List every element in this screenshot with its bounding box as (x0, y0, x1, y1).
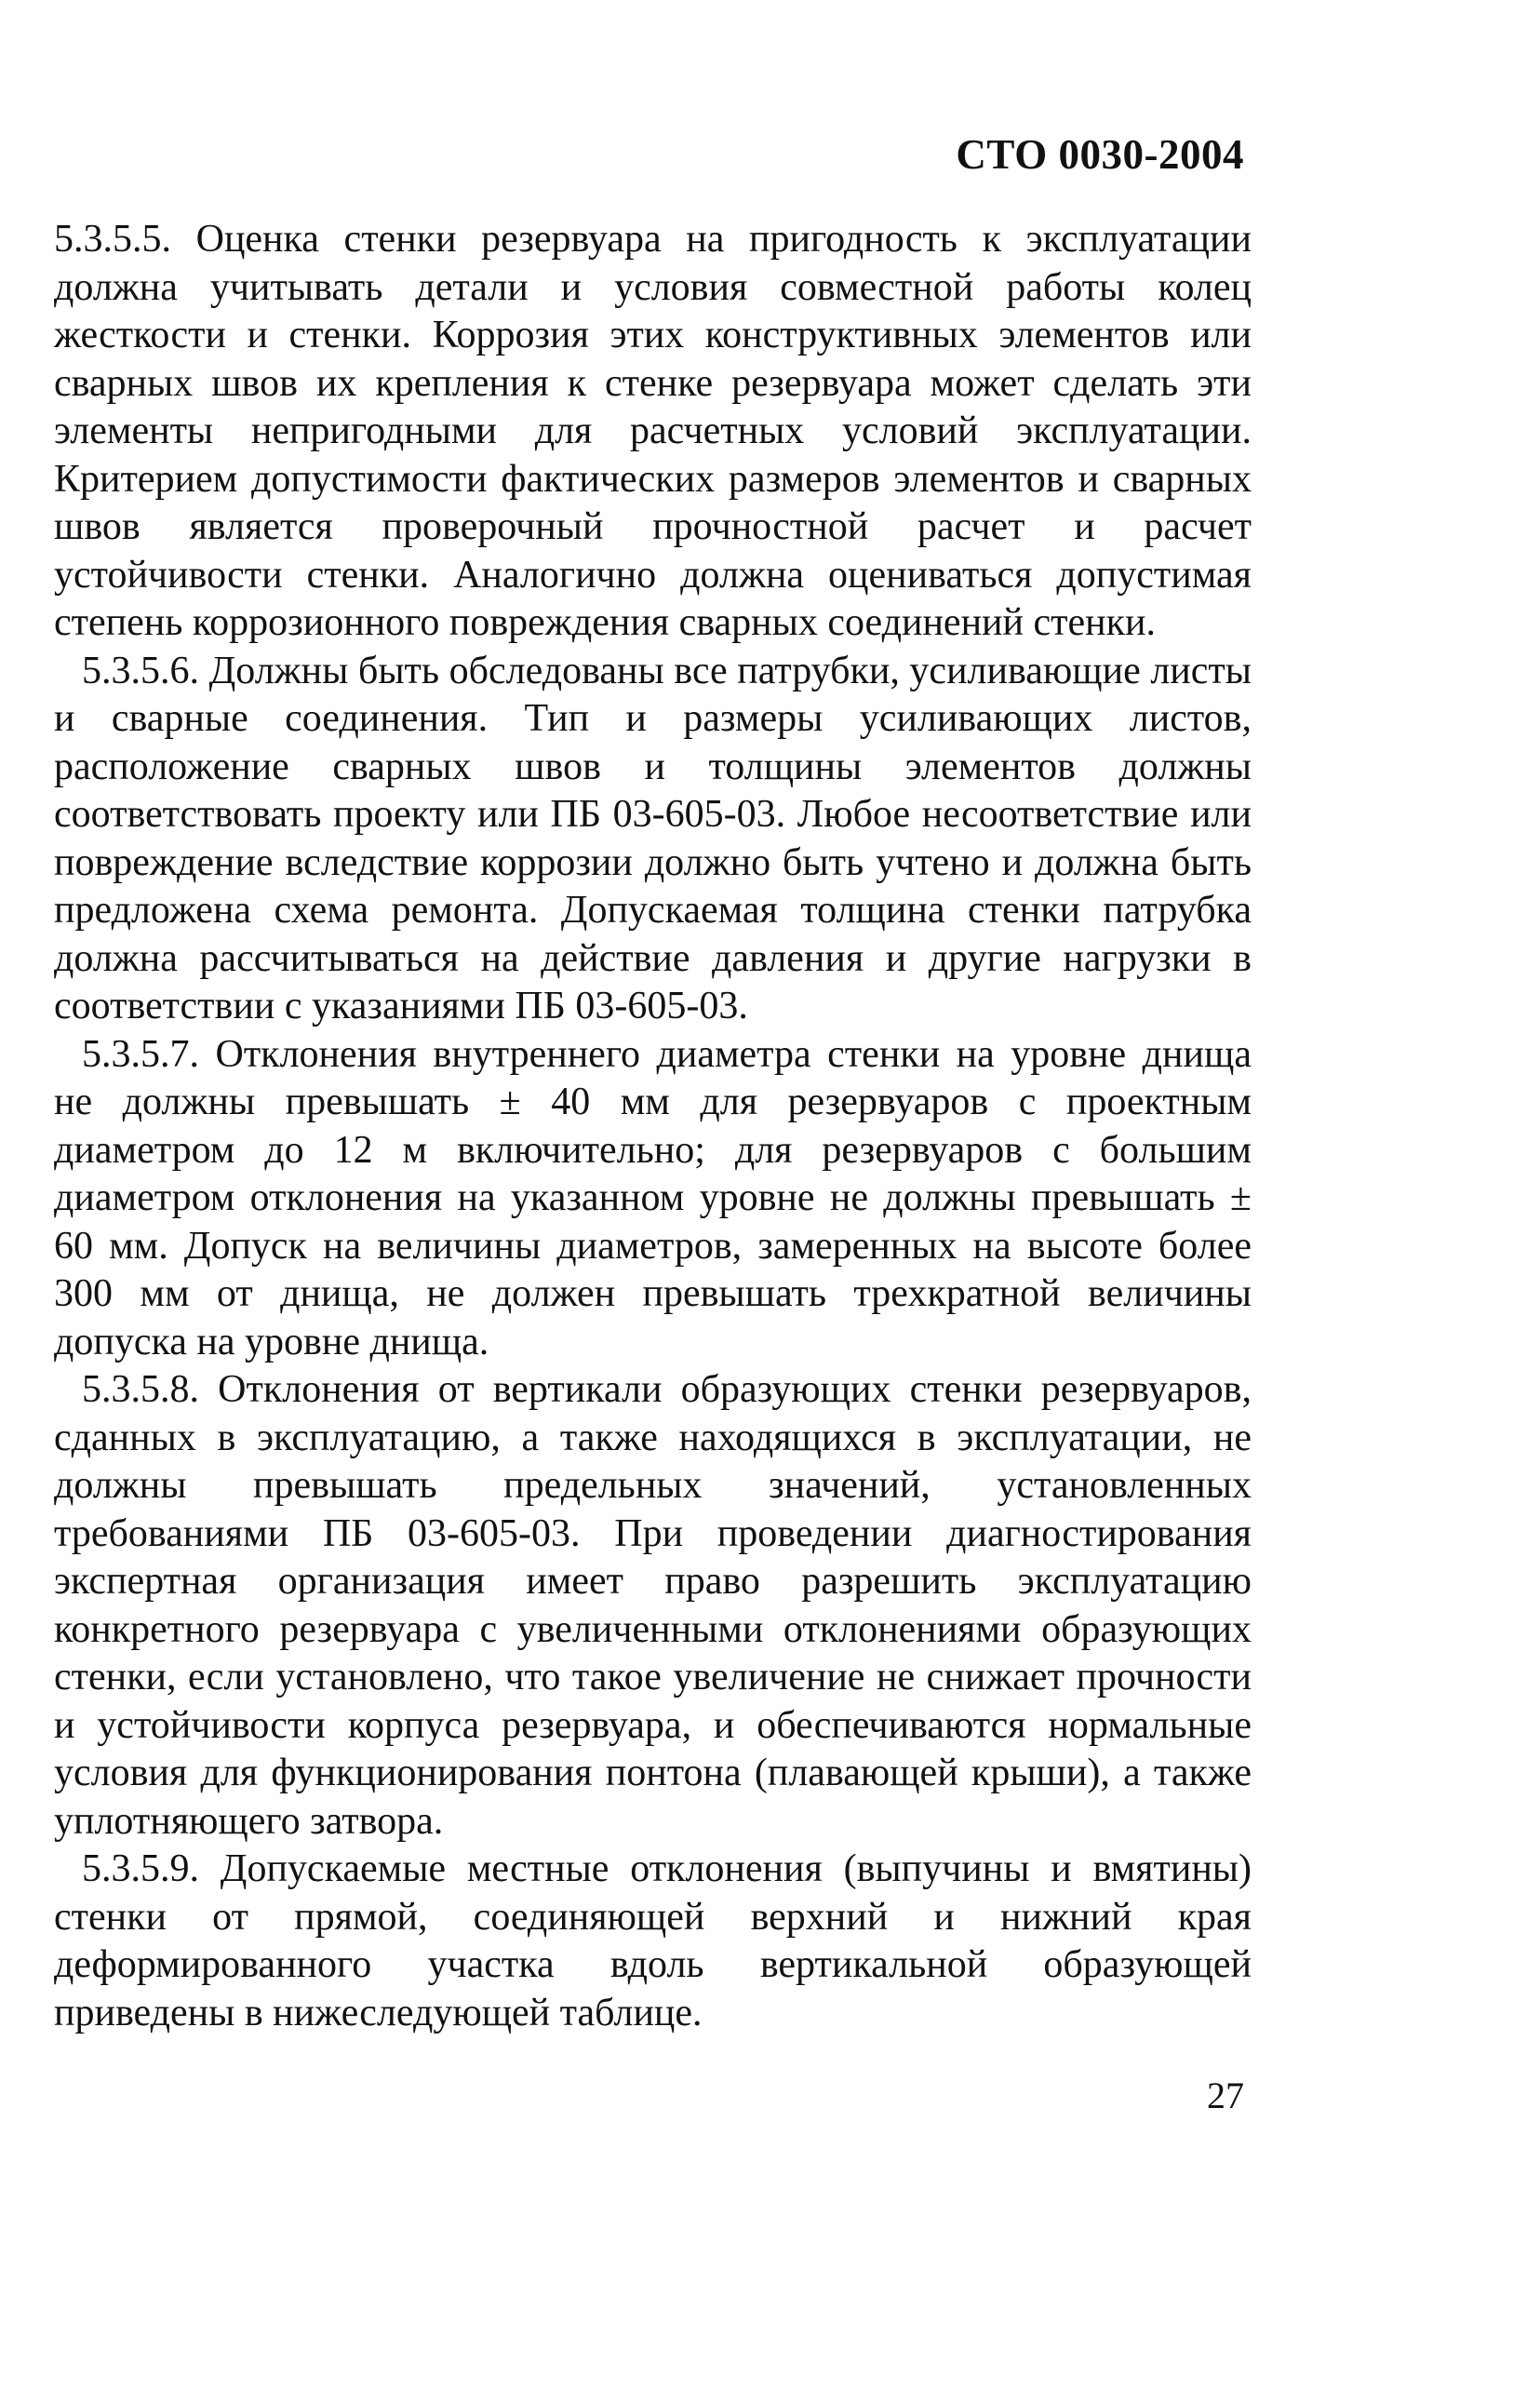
paragraph-5-3-5-7: 5.3.5.7. Отклонения внутреннего диаметра стенки на уровне днища не должны превышать ± 40 мм для резервуаров с проектным диаметром до 12 м включительно; для резервуаров с большим диаметром отклонения на указанном уровне не должны превышать ± 60 мм. Допуск на величины диаметров, замеренных на высоте более 300 мм от днища, не должен превышать трехкратной величины допуска на уровне днища. (54, 1032, 1252, 1363)
paragraph-5-3-5-9: 5.3.5.9. Допускаемые местные отклонения (выпучины и вмятины) стенки от прямой, соединяющей верхний и нижний края деформированного участка вдоль вертикальной образующей приведены в нижеследующей таблице. (54, 1847, 1252, 2034)
document-code-header: СТО 0030-2004 (956, 131, 1244, 178)
paragraph-5-3-5-5: 5.3.5.5. Оценка стенки резервуара на пригодность к эксплуатации должна учитывать детали и условия совместной работы колец жесткости и стенки. Коррозия этих конструктивных элементов или сварных швов их крепления к стенке резервуара может сделать эти элементы непригодными для расчетных условий эксплуатации. Критерием допустимости фактических размеров элементов и сварных швов является проверочный прочностной расчет и расчет устойчивости стенки. Аналогично должна оцениваться допустимая степень коррозионного повреждения сварных соединений стенки. (54, 218, 1252, 644)
paragraph-5-3-5-8: 5.3.5.8. Отклонения от вертикали образующих стенки резервуаров, сданных в эксплуатацию, а также находящихся в эксплуатации, не должны превышать предельных значений, установленных требованиями ПБ 03-605-03. При проведении диагностирования экспертная организация имеет право разрешить эксплуатацию конкретного резервуара с увеличенными отклонениями образующих стенки, если установлено, что такое увеличение не снижает прочности и устойчивости корпуса резервуара, и обеспечиваются нормальные условия для функционирования понтона (плавающей крыши), а также уплотняющего затвора. (54, 1368, 1252, 1843)
page-number: 27 (1207, 2074, 1244, 2116)
document-body (54, 216, 1252, 2037)
paragraph-5-3-5-6: 5.3.5.6. Должны быть обследованы все патрубки, усиливающие листы и сварные соединения. Тип и размеры усиливающих листов, расположение сварных швов и толщины элементов должны соответствовать проекту или ПБ 03-605-03. Любое несоответствие или повреждение вследствие коррозии должно быть учтено и должна быть предложена схема ремонта. Допускаемая толщина стенки патрубка должна рассчитываться на действие давления и другие нагрузки в соответствии с указаниями ПБ 03-605-03. (54, 649, 1252, 1027)
